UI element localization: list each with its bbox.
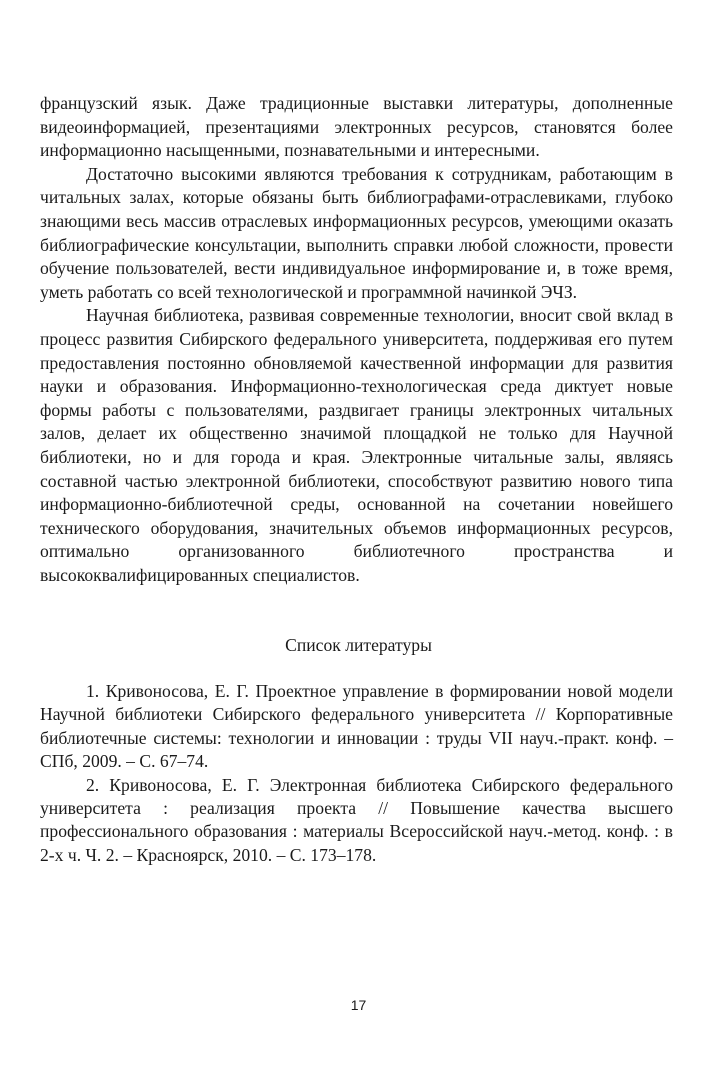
body-text [40,92,673,587]
reference-item: 2. Кривоносова, Е. Г. Электронная библиотека Сибирского федерального университета : реализация проекта // Повышение качества высшего профессионального образования : материалы Всероссийской науч.-метод. конф. : в 2-х ч. Ч. 2. – Красноярск, 2010. – С. 173–178. [40,774,673,865]
paragraph-3: Научная библиотека, развивая современные технологии, вносит свой вклад в процесс развития Сибирского федерального университета, поддерживая его путем предоставления постоянно обновляемой качественной информации для развития науки и образования. Информационно-технологическая среда диктует новые формы работы с пользователями, раздвигает границы электронных читальных залов, делает их общественно значимой площадкой не только для Научной библиотеки, но и для города и края. Электронные читальные залы, являясь составной частью электронной библиотеки, способствуют развитию нового типа информационно-библиотечной среды, основанной на сочетании новейшего технического оборудования, значительных объемов информационных ресурсов, оптимально организованного библиотечного пространства и высококвалифицированных специалистов. [40,305,673,585]
references-list [40,680,673,867]
page-number: 17 [350,997,367,1013]
paragraph-2: Достаточно высокими являются требования к сотрудникам, работающим в читальных залах, которые обязаны быть библиографами-отраслевиками, глубоко знающими весь массив отраслевых информационных ресурсов, умеющими оказать библиографические консультации, выполнить справки любой сложности, провести обучение пользователей, вести индивидуальное информирование и, в тоже время, уметь работать со всей технологической и программной начинкой ЭЧЗ. [40,163,673,302]
paragraph-1: французский язык. Даже традиционные выставки литературы, дополненные видеоинформацией, презентациями электронных ресурсов, становятся более информационно насыщенными, познавательными и интересными. [40,93,673,161]
references-title: Список литературы [285,635,432,655]
reference-item: 1. Кривоносова, Е. Г. Проектное управление в формировании новой модели Научной библиотеки Сибирского федерального университета // Корпоративные библиотечные системы: технологии и инновации : труды VII науч.-практ. конф. – СПб, 2009. – С. 67–74. [40,681,673,772]
